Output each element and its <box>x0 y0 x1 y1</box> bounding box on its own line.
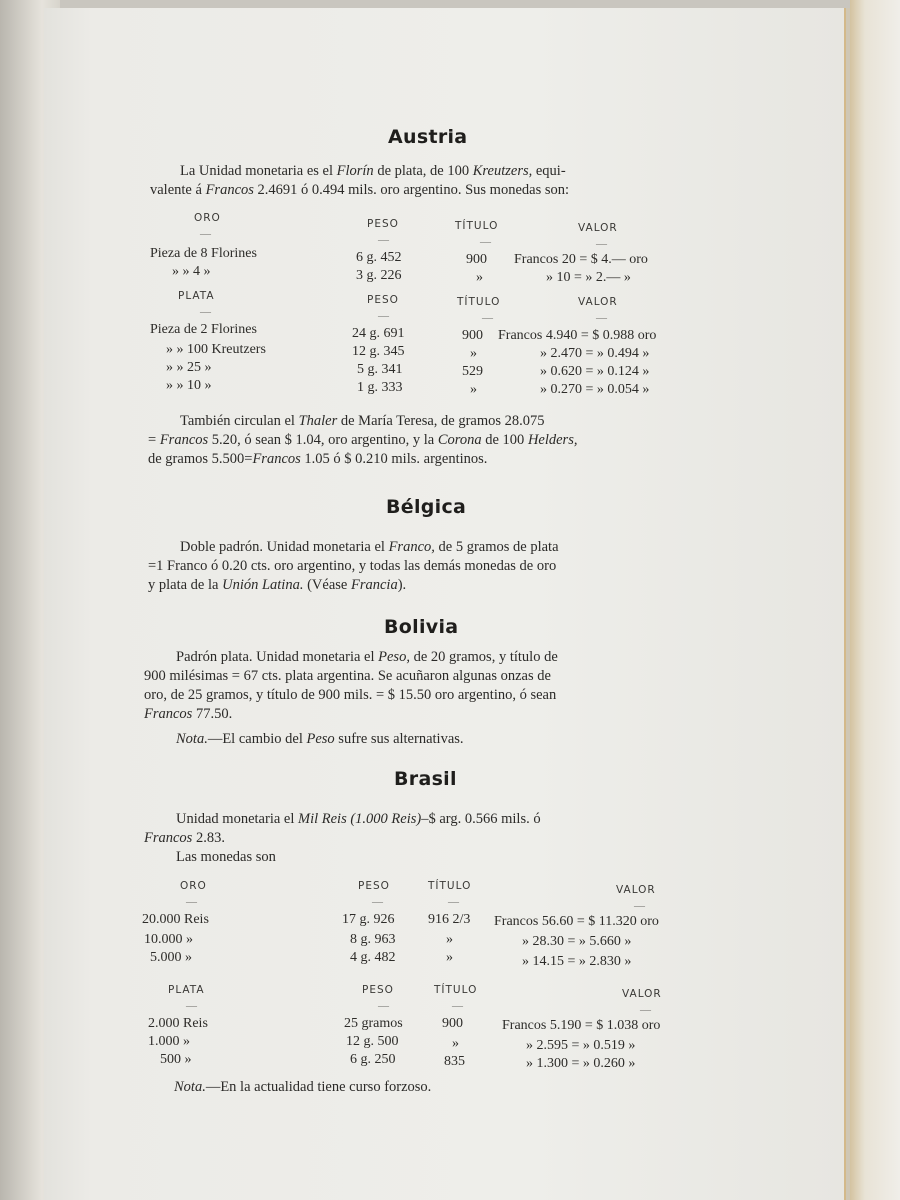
austria-note: También circulan el Thaler de María Teresa, de gramos 28.075 = Francos 5.20, ó sean $ 1.04, oro argentino, y la Corona de 100 Helders, de gramos 5.500=Francos 1.05 ó $ 0.210 mils. argentinos. <box>148 413 578 467</box>
dash: — <box>186 1000 197 1012</box>
table-cell: » 28.30 = » 5.660 » <box>522 934 632 949</box>
table-cell: 900 <box>442 1016 463 1031</box>
table-cell: 12 g. 345 <box>352 344 405 359</box>
table-cell: 6 g. 250 <box>350 1052 396 1067</box>
col-header-titulo: TÍTULO <box>457 296 501 308</box>
table-cell: Pieza de 8 Florines <box>150 246 257 261</box>
table-cell: » 0.270 = » 0.054 » <box>540 382 650 397</box>
col-header-peso: PESO <box>362 984 394 996</box>
table-cell: » 10 = » 2.— » <box>546 270 631 285</box>
col-header-plata: PLATA <box>168 984 205 996</box>
table-cell: » 0.620 = » 0.124 » <box>540 364 650 379</box>
table-cell: 835 <box>444 1054 465 1069</box>
dash: — <box>480 236 491 248</box>
table-cell: 1 g. 333 <box>357 380 403 395</box>
dash: — <box>640 1004 651 1016</box>
table-cell: Francos 5.190 = $ 1.038 oro <box>502 1018 661 1033</box>
table-cell: 5.000 » <box>150 950 192 965</box>
dash: — <box>448 896 459 908</box>
table-cell: Pieza de 2 Florines <box>150 322 257 337</box>
table-cell: » » 4 » <box>172 264 211 279</box>
col-header-titulo: TÍTULO <box>434 984 478 996</box>
table-cell: » <box>470 382 477 397</box>
table-cell: » » 100 Kreutzers <box>166 342 266 357</box>
dash: — <box>186 896 197 908</box>
dash: — <box>596 312 607 324</box>
table-cell: 24 g. 691 <box>352 326 405 341</box>
dash: — <box>200 228 211 240</box>
dash: — <box>378 310 389 322</box>
section-title-bolivia: Bolivia <box>384 616 459 638</box>
col-header-peso: PESO <box>358 880 390 892</box>
section-title-belgica: Bélgica <box>386 496 467 518</box>
dash: — <box>372 896 383 908</box>
table-cell: » <box>470 346 477 361</box>
dash: — <box>482 312 493 324</box>
dash: — <box>596 238 607 250</box>
dash: — <box>452 1000 463 1012</box>
table-cell: » » 10 » <box>166 378 212 393</box>
table-cell: 8 g. 963 <box>350 932 396 947</box>
col-header-plata: PLATA <box>178 290 215 302</box>
table-cell: 916 2/3 <box>428 912 471 927</box>
col-header-valor: VALOR <box>622 988 662 1000</box>
col-header-oro: ORO <box>180 880 207 892</box>
table-cell: Francos 20 = $ 4.— oro <box>514 252 648 267</box>
dash: — <box>378 1000 389 1012</box>
col-header-titulo: TÍTULO <box>455 220 499 232</box>
dash: — <box>378 234 389 246</box>
dash: — <box>634 900 645 912</box>
col-header-valor: VALOR <box>578 296 618 308</box>
table-cell: 10.000 » <box>144 932 193 947</box>
col-header-oro: ORO <box>194 212 221 224</box>
bolivia-text: Padrón plata. Unidad monetaria el Peso, de 20 gramos, y título de 900 milésimas = 67 cts. plata argentina. Se acuñaron algunas onzas de oro, de 25 gramos, y título de 900 mils. = $ 15.50 oro argentino, ó sean Francos 77.50. Nota.—El cambio del Peso sufre sus alternativas. <box>144 649 558 747</box>
table-cell: 5 g. 341 <box>357 362 403 377</box>
table-cell: » » 25 » <box>166 360 212 375</box>
table-cell: » <box>452 1036 459 1051</box>
table-cell: 25 gramos <box>344 1016 403 1031</box>
table-cell: 900 <box>466 252 487 267</box>
table-cell: 3 g. 226 <box>356 268 402 283</box>
table-cell: 529 <box>462 364 483 379</box>
table-cell: » 1.300 = » 0.260 » <box>526 1056 636 1071</box>
table-cell: » <box>476 270 483 285</box>
table-cell: 17 g. 926 <box>342 912 395 927</box>
col-header-peso: PESO <box>367 218 399 230</box>
table-cell: 500 » <box>160 1052 192 1067</box>
table-cell: 20.000 Reis <box>142 912 209 927</box>
table-cell: » 2.470 = » 0.494 » <box>540 346 650 361</box>
table-cell: » <box>446 950 453 965</box>
col-header-valor: VALOR <box>616 884 656 896</box>
austria-intro: La Unidad monetaria es el Florín de plata, de 100 Kreutzers, equi- valente á Francos 2.4691 ó 0.494 mils. oro argentino. Sus monedas son: <box>150 163 570 198</box>
table-cell: » 14.15 = » 2.830 » <box>522 954 632 969</box>
table-cell: 4 g. 482 <box>350 950 396 965</box>
col-header-titulo: TÍTULO <box>428 880 472 892</box>
section-title-austria: Austria <box>388 126 468 148</box>
brasil-text: Unidad monetaria el Mil Reis (1.000 Reis)–$ arg. 0.566 mils. ó Francos 2.83. Las monedas son <box>144 811 541 865</box>
table-cell: Francos 56.60 = $ 11.320 oro <box>494 914 659 929</box>
table-cell: » <box>446 932 453 947</box>
dash: — <box>200 306 211 318</box>
section-title-brasil: Brasil <box>394 768 457 790</box>
table-cell: 2.000 Reis <box>148 1016 208 1031</box>
table-cell: 1.000 » <box>148 1034 190 1049</box>
table-cell: 12 g. 500 <box>346 1034 399 1049</box>
table-cell: 6 g. 452 <box>356 250 402 265</box>
table-cell: 900 <box>462 328 483 343</box>
brasil-note: Nota.—En la actualidad tiene curso forzoso. <box>174 1079 432 1095</box>
belgica-text: Doble padrón. Unidad monetaria el Franco, de 5 gramos de plata =1 Franco ó 0.20 cts. oro argentino, y todas las demás monedas de oro y plata de la Unión Latina. (Véase Francia). <box>148 539 559 593</box>
col-header-peso: PESO <box>367 294 399 306</box>
col-header-valor: VALOR <box>578 222 618 234</box>
table-cell: Francos 4.940 = $ 0.988 oro <box>498 328 657 343</box>
right-page-edge <box>850 0 900 1200</box>
table-cell: » 2.595 = » 0.519 » <box>526 1038 636 1053</box>
